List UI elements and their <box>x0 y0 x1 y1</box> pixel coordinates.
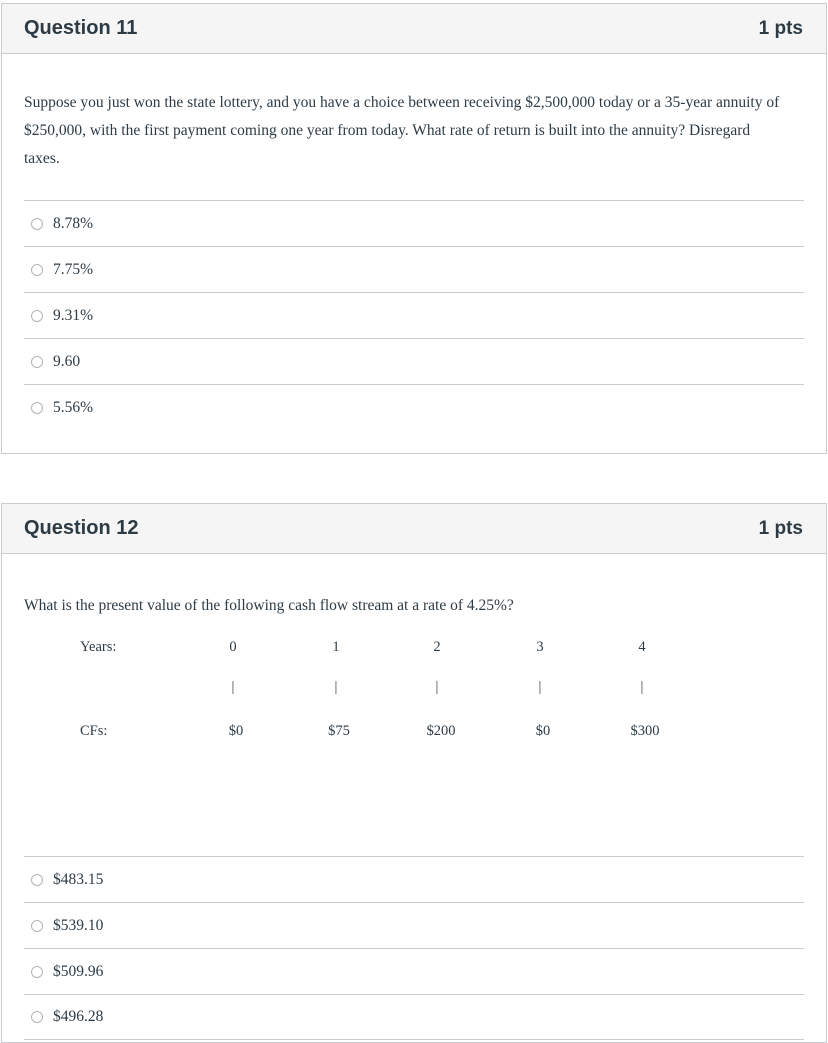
answer-option[interactable] <box>24 856 804 902</box>
answer-label: $509.96 <box>53 962 104 980</box>
radio-button[interactable] <box>31 1011 43 1023</box>
question-header <box>2 4 826 54</box>
answer-label: 9.31% <box>53 306 94 324</box>
cfs-label: CFs: <box>80 723 108 739</box>
answer-label: 9.60 <box>53 352 81 370</box>
question-text: Suppose you just won the state lottery, and you have a choice between receiving $2,500,000 today or a 35-year annuity of $250,000, with the first payment coming one year from today. What rate of return is built into the annuity? Disregard taxes. <box>24 94 780 167</box>
answer-label: 5.56% <box>53 398 94 416</box>
radio-button[interactable] <box>31 402 43 414</box>
year-value: 3 <box>536 639 544 655</box>
answer-label: 7.75% <box>53 260 94 278</box>
question-card-11 <box>1 3 827 454</box>
radio-button[interactable] <box>31 874 43 886</box>
timeline-tick: | <box>640 679 644 695</box>
timeline-tick: | <box>231 679 235 695</box>
answer-option[interactable] <box>24 948 804 994</box>
year-value: 2 <box>433 639 441 655</box>
answer-option[interactable] <box>24 338 804 384</box>
answer-option[interactable] <box>24 292 804 338</box>
question-points: 1 pts <box>758 17 803 39</box>
answer-option[interactable] <box>24 902 804 948</box>
answer-option[interactable] <box>24 200 804 246</box>
year-value: 0 <box>229 639 237 655</box>
answer-option[interactable] <box>24 384 804 430</box>
answer-label: $496.28 <box>53 1008 104 1025</box>
answer-option[interactable] <box>24 246 804 292</box>
timeline-tick: | <box>435 679 439 695</box>
radio-button[interactable] <box>31 920 43 932</box>
years-label: Years: <box>80 639 117 655</box>
radio-button[interactable] <box>31 310 43 322</box>
answer-label: 8.78% <box>53 214 94 232</box>
answer-list <box>24 200 804 430</box>
cash-flow-value: $300 <box>630 723 660 739</box>
radio-button[interactable] <box>31 218 43 230</box>
answer-label: $483.15 <box>53 870 104 888</box>
question-title: Question 12 <box>24 517 139 539</box>
question-title: Question 11 <box>24 17 138 39</box>
timeline-tick: | <box>538 679 542 695</box>
question-points: 1 pts <box>758 517 803 539</box>
timeline-tick: | <box>334 679 338 695</box>
answer-label: $539.10 <box>53 916 104 934</box>
radio-button[interactable] <box>31 356 43 368</box>
cash-flow-value: $0 <box>228 723 244 739</box>
cash-flow-value: $0 <box>535 723 551 739</box>
cash-flow-value: $75 <box>328 723 350 739</box>
radio-button[interactable] <box>31 966 43 978</box>
year-value: 4 <box>638 639 646 655</box>
radio-button[interactable] <box>31 264 43 276</box>
question-card-12 <box>1 503 827 1043</box>
year-value: 1 <box>332 639 340 655</box>
cash-flow-value: $200 <box>426 723 456 739</box>
question-text: What is the present value of the following cash flow stream at a rate of 4.25%? <box>24 597 514 614</box>
question-header <box>2 504 826 554</box>
answer-option[interactable] <box>24 994 804 1040</box>
answer-list <box>24 856 804 1040</box>
